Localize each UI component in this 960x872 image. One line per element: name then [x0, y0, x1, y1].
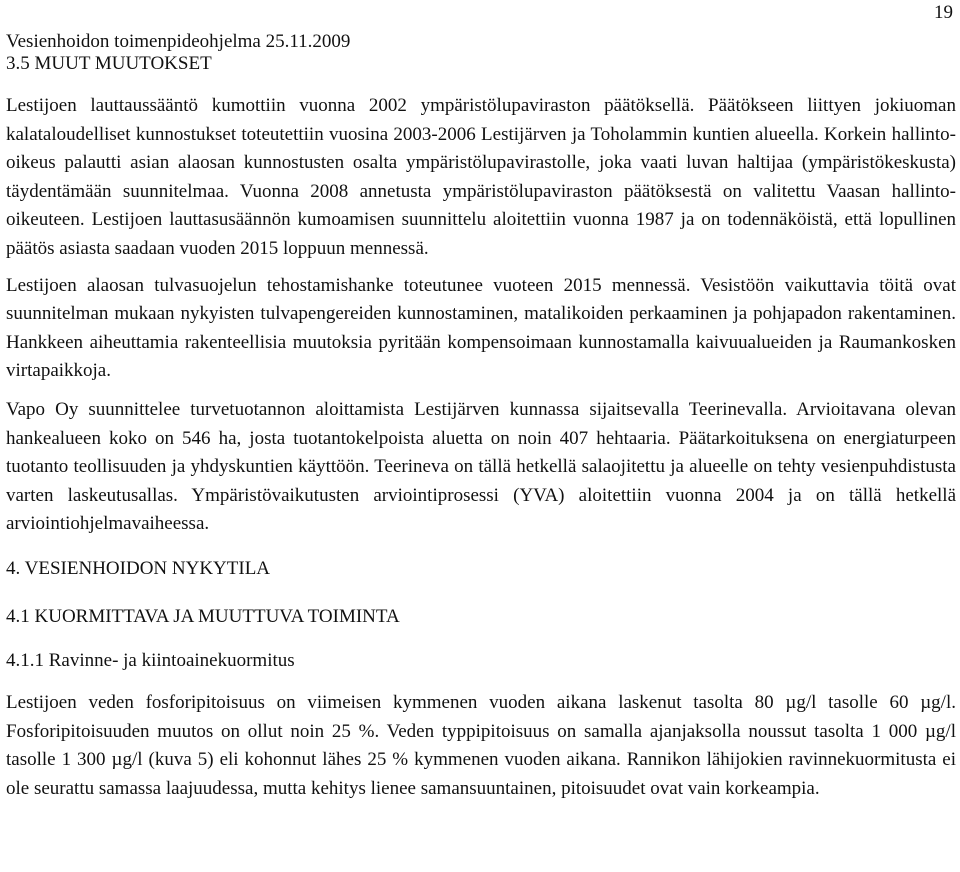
paragraph-ravinnekuormitus: Lestijoen veden fosforipitoisuus on viimeisen kymmenen vuoden aikana laskenut tasolta 80 µg/l tasolle 60 µg/l. Fosforipitoisuuden muutos on ollut noin 25 %. Veden typpipitoisuus on samalla ajanjaksolla noussut tasolta 1 000 µg/l tasolle 1 300 µg/l (kuva 5) eli kohonnut lähes 25 % kymmenen vuoden aikana. Rannikon lähijokien ravinnekuormitusta ei ole seurattu samassa laajuudessa, mutta kehitys lienee samansuuntainen, pitoisuudet ovat vain korkeampia. [6, 691, 956, 799]
section-header: 3.5 MUUT MUUTOKSET [6, 53, 212, 74]
paragraph-lauttaussaanto: Lestijoen lauttaussääntö kumottiin vuonna 2002 ympäristölupaviraston päätöksellä. Päätökseen liittyen jokiuoman kalataloudelliset kunnostukset toteutettiin vuosina 2003-2006 Lestijärven ja Toholammin kuntien alueella. Korkein hallinto-oikeus palautti asian alaosan kunnostusten osalta ympäristölupavirastolle, joka vaati luvan haltijaa (ympäristökeskusta) täydentämään suunnitelmaa. Vuonna 2008 annetusta ympäristölupaviraston päätöksestä on valitettu Vaasan hallinto-oikeuteen. Lestijoen lauttasusäännön kumoamisen suunnittelu aloitettiin vuonna 1987 ja on todennäköistä, että lopullinen päätös asiasta saadaan vuoden 2015 loppuun mennessä. [6, 95, 956, 259]
paragraph-turvetuotanto: Vapo Oy suunnittelee turvetuotannon aloittamista Lestijärven kunnassa sijaitsevalla Teerinevalla. Arvioitavana olevan hankealueen koko on 546 ha, josta tuotantokelpoista aluetta on noin 407 hehtaaria. Päätarkoituksena on energiaturpeen tuotanto teollisuuden ja yhdyskuntien käyttöön. Teerineva on tällä hetkellä salaojitettu ja alueelle on tehty vesienpuhdistusta varten laskeutusallas. Ympäristövaikutusten arviointiprosessi (YVA) aloitettiin vuonna 2004 ja on tällä hetkellä arviointiohjelmavaiheessa. [6, 398, 956, 535]
section-heading: 4. VESIENHOIDON NYKYTILA [6, 557, 271, 579]
subsection-heading: 4.1 KUORMITTAVA JA MUUTTUVA TOIMINTA [6, 605, 400, 627]
paragraph-tulvasuojelu: Lestijoen alaosan tulvasuojelun tehostamishanke toteutunee vuoteen 2015 mennessä. Vesistöön vaikuttavia töitä ovat suunnitelman mukaan nykyisten tulvapengereiden kunnostaminen, matalikoiden perkaaminen ja pohjapadon rakentaminen. Hankkeen aiheuttamia rakenteellisia muutoksia pyritään kompensoimaan kunnostamalla kaivuualueiden ja Raumankosken virtapaikkoja. [6, 274, 956, 382]
page-number: 19 [934, 2, 953, 23]
page-content [6, 92, 956, 803]
subsubsection-heading: 4.1.1 Ravinne- ja kiintoainekuormitus [6, 649, 295, 671]
document-title: Vesienhoidon toimenpideohjelma 25.11.2009 [6, 31, 351, 52]
running-header [6, 31, 350, 75]
